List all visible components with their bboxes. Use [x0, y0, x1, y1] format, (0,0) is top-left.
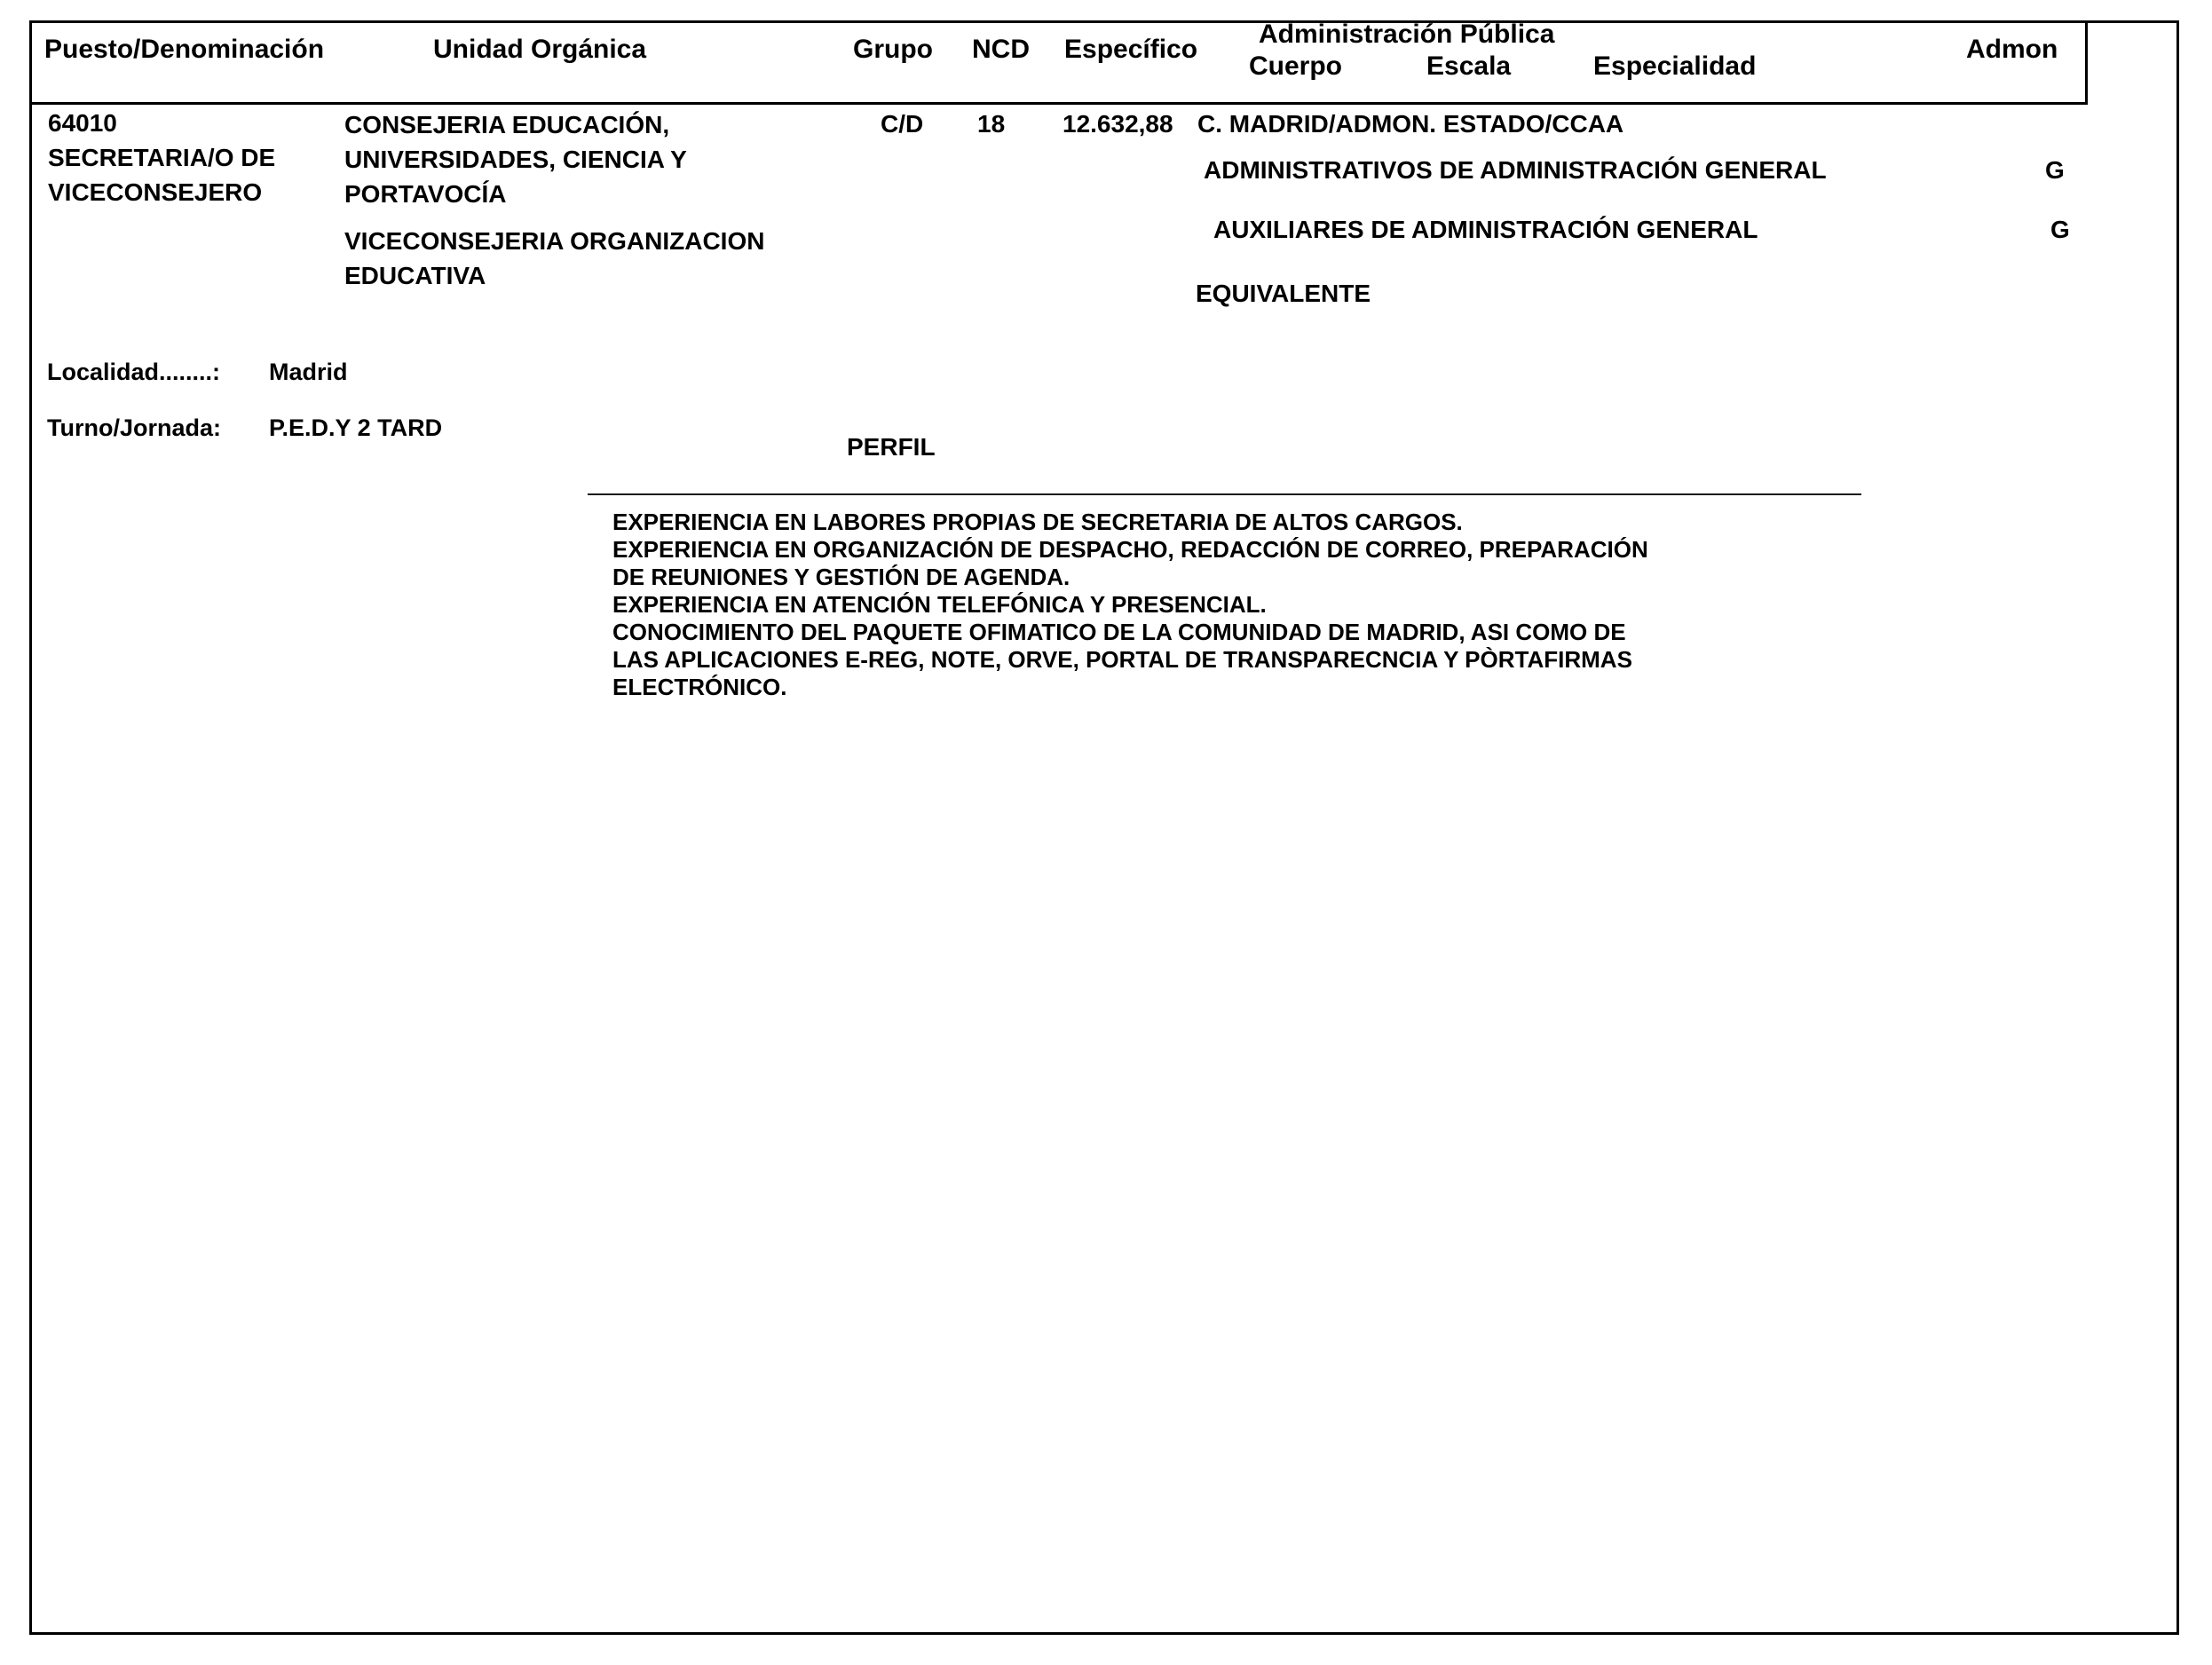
grupo-value: C/D [881, 110, 924, 138]
perfil-line: EXPERIENCIA EN ATENCIÓN TELEFÓNICA Y PRESENCIAL. [612, 591, 1267, 618]
localidad-value: Madrid [269, 359, 348, 385]
cuerpo-row-administrativos: ADMINISTRATIVOS DE ADMINISTRACIÓN GENERAL [1204, 156, 1827, 184]
unidad-organica-viceconsejeria [344, 224, 764, 293]
column-header-administracion-publica: Administración Pública [1259, 20, 1555, 49]
perfil-line: EXPERIENCIA EN ORGANIZACIÓN DE DESPACHO, REDACCIÓN DE CORREO, PREPARACIÓN [612, 536, 1648, 563]
column-header-especialidad: Especialidad [1593, 51, 1757, 81]
column-header-admon: Admon [1966, 35, 2058, 64]
perfil-line: CONOCIMIENTO DEL PAQUETE OFIMATICO DE LA COMUNIDAD DE MADRID, ASI COMO DE [612, 619, 1626, 645]
unidad-organica-line: VICECONSEJERIA ORGANIZACION [344, 227, 765, 255]
unidad-organica-line: UNIVERSIDADES, CIENCIA Y [344, 146, 687, 173]
column-header-unidad: Unidad Orgánica [433, 35, 647, 64]
column-header-grupo: Grupo [853, 35, 933, 64]
unidad-organica-consejeria [344, 107, 687, 211]
puesto-denominacion-line: VICECONSEJERO [48, 178, 263, 206]
cuerpo-row-equivalente: EQUIVALENTE [1196, 280, 1371, 307]
column-header-cuerpo: Cuerpo [1249, 51, 1342, 81]
cuerpo-admon-auxiliares: G [2050, 216, 2070, 243]
perfil-line: DE REUNIONES Y GESTIÓN DE AGENDA. [612, 564, 1070, 590]
puesto-denominacion-line: SECRETARIA/O DE [48, 144, 276, 171]
puesto-codigo: 64010 [48, 109, 117, 137]
ncd-value: 18 [977, 110, 1006, 138]
localidad-label: Localidad........: [47, 359, 221, 385]
column-header-ncd: NCD [972, 35, 1030, 64]
unidad-organica-line: EDUCATIVA [344, 262, 486, 289]
administracion-publica-value: C. MADRID/ADMON. ESTADO/CCAA [1197, 110, 1624, 138]
column-header-puesto: Puesto/Denominación [44, 35, 325, 64]
unidad-organica-line: CONSEJERIA EDUCACIÓN, [344, 111, 670, 138]
especifico-value: 12.632,88 [1063, 110, 1173, 138]
cuerpo-admon-administrativos: G [2045, 156, 2065, 184]
turno-jornada-value: P.E.D.Y 2 TARD [269, 414, 443, 441]
perfil-line: LAS APLICACIONES E-REG, NOTE, ORVE, PORTAL DE TRANSPARECNCIA Y PÒRTAFIRMAS [612, 646, 1632, 673]
turno-jornada-label: Turno/Jornada: [47, 414, 222, 441]
unidad-organica-line: PORTAVOCÍA [344, 180, 507, 208]
column-header-especifico: Específico [1064, 35, 1198, 64]
cuerpo-row-auxiliares: AUXILIARES DE ADMINISTRACIÓN GENERAL [1213, 216, 1758, 243]
table-header-divider [29, 102, 2088, 105]
perfil-line: EXPERIENCIA EN LABORES PROPIAS DE SECRETARIA DE ALTOS CARGOS. [612, 509, 1463, 535]
table-header-right-border [2085, 20, 2088, 105]
puesto-denominacion-cell [48, 106, 275, 209]
perfil-line: ELECTRÓNICO. [612, 674, 787, 700]
perfil-title: PERFIL [847, 433, 936, 461]
perfil-divider [588, 493, 1861, 495]
column-header-escala: Escala [1426, 51, 1512, 81]
perfil-text-block [612, 509, 1648, 701]
